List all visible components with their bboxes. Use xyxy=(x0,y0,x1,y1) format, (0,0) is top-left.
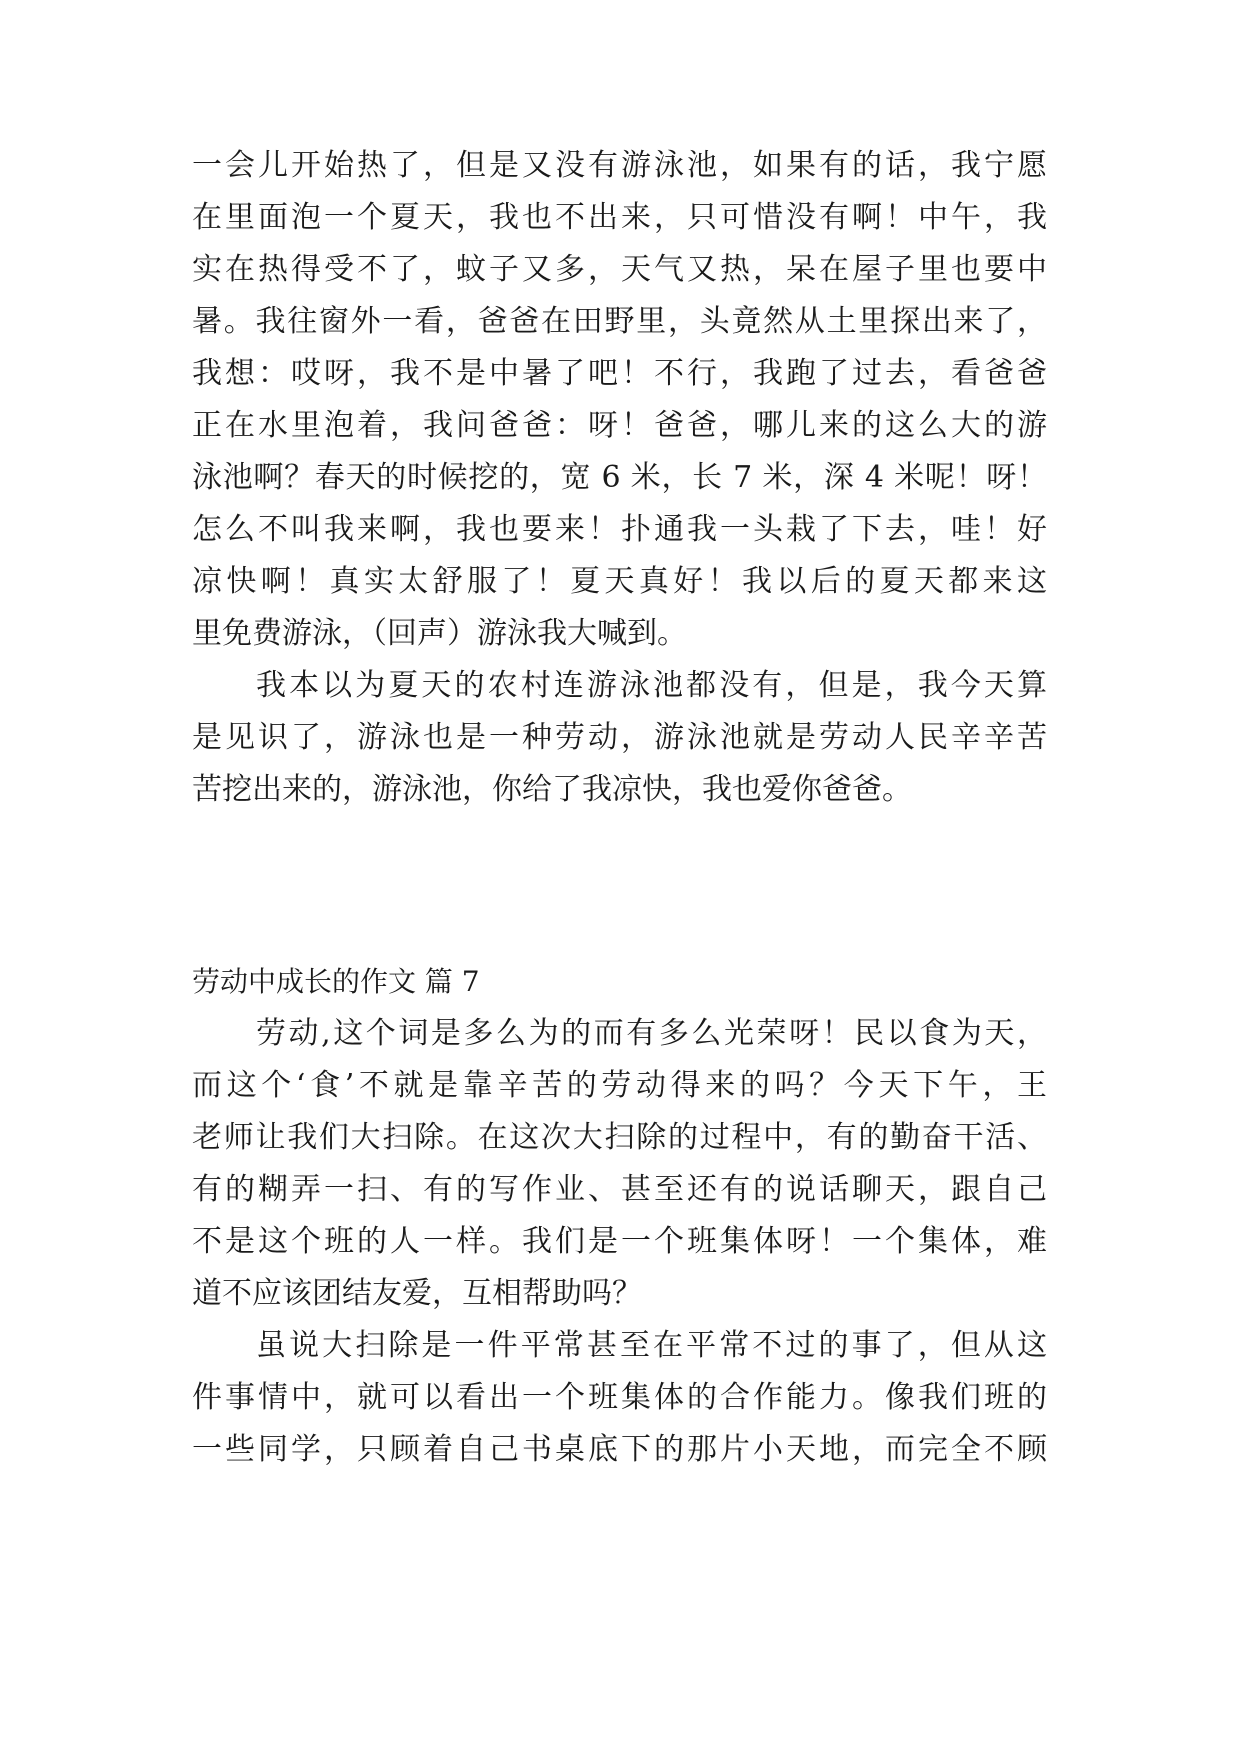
text-line: 老师让我们大扫除。在这次大扫除的过程中，有的勤奋干活、 xyxy=(192,1120,1047,1155)
text-line: 里免费游泳，（回声）游泳我大喊到。 xyxy=(192,616,687,651)
text-line: 凉快啊！真实太舒服了！夏天真好！我以后的夏天都来这 xyxy=(192,564,1047,599)
text-line: 有的糊弄一扫、有的写作业、甚至还有的说话聊天，跟自己 xyxy=(192,1172,1047,1207)
text-line: 不是这个班的人一样。我们是一个班集体呀！一个集体，难 xyxy=(192,1224,1047,1259)
text-line: 一些同学，只顾着自己书桌底下的那片小天地，而完全不顾 xyxy=(192,1432,1047,1467)
text-line: 怎么不叫我来啊，我也要来！扑通我一头栽了下去，哇！好 xyxy=(192,512,1047,547)
text-line: 我想：哎呀，我不是中暑了吧！不行，我跑了过去，看爸爸 xyxy=(192,356,1047,391)
text-line: 实在热得受不了，蚊子又多，天气又热，呆在屋子里也要中 xyxy=(192,252,1047,287)
text-line: 虽说大扫除是一件平常甚至在平常不过的事了，但从这 xyxy=(256,1328,1047,1363)
text-line: 泳池啊？春天的时候挖的，宽 6 米，长 7 米，深 4 米呢！呀！ xyxy=(192,460,1047,495)
text-line: 正在水里泡着，我问爸爸：呀！爸爸，哪儿来的这么大的游 xyxy=(192,408,1047,443)
text-line: 暑。我往窗外一看，爸爸在田野里，头竟然从土里探出来了， xyxy=(192,304,1047,339)
text-line: 件事情中，就可以看出一个班集体的合作能力。像我们班的 xyxy=(192,1380,1047,1415)
text-line: 是见识了，游泳也是一种劳动，游泳池就是劳动人民辛辛苦 xyxy=(192,720,1047,755)
text-line: 道不应该团结友爱，互相帮助吗？ xyxy=(192,1276,642,1311)
text-line: 在里面泡一个夏天，我也不出来，只可惜没有啊！中午，我 xyxy=(192,200,1047,235)
text-line: 一会儿开始热了，但是又没有游泳池，如果有的话，我宁愿 xyxy=(192,148,1047,183)
section-heading: 劳动中成长的作文 篇 7 xyxy=(192,965,480,998)
text-line: 我本以为夏天的农村连游泳池都没有，但是，我今天算 xyxy=(256,668,1047,703)
text-line: 苦挖出来的，游泳池，你给了我凉快，我也爱你爸爸。 xyxy=(192,772,912,807)
text-line: 劳动,这个词是多么为的而有多么光荣呀！民以食为天， xyxy=(256,1016,1047,1051)
text-line: 而这个‘食’不就是靠辛苦的劳动得来的吗？今天下午，王 xyxy=(192,1068,1047,1103)
